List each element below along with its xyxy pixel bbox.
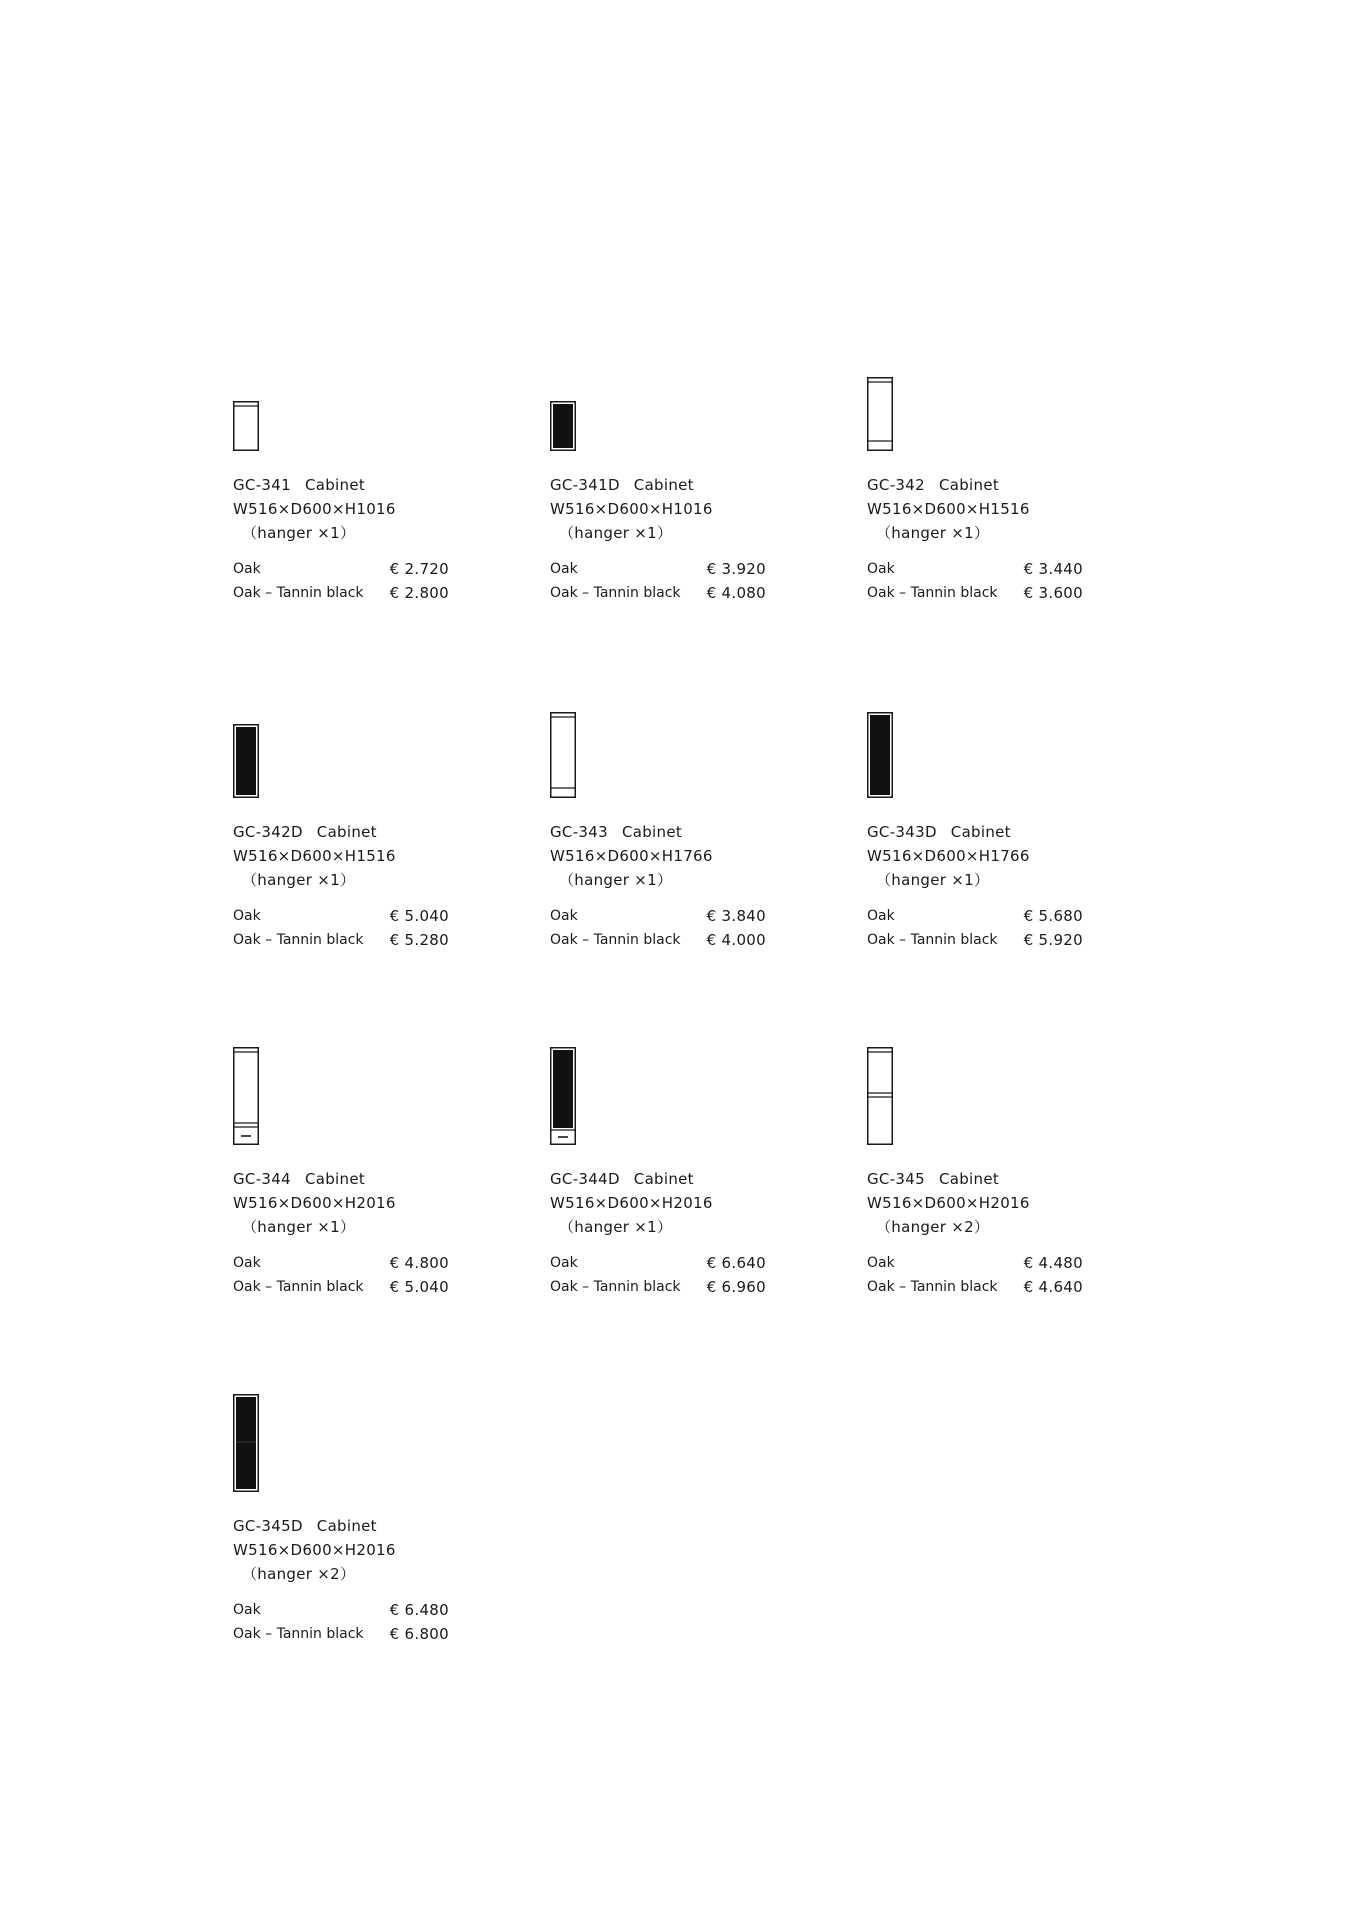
cabinet-icon bbox=[550, 377, 580, 451]
cabinet-icon bbox=[233, 1071, 263, 1145]
finish-label: Oak bbox=[233, 1255, 261, 1271]
price-value: € 6.480 bbox=[389, 1601, 449, 1619]
price-value: € 4.480 bbox=[1023, 1254, 1083, 1272]
price-row bbox=[233, 928, 449, 952]
finish-label: Oak – Tannin black bbox=[233, 1279, 364, 1295]
product-card bbox=[233, 724, 449, 952]
cabinet-icon bbox=[233, 377, 263, 451]
product-hanger: （hanger ×1） bbox=[242, 1218, 356, 1236]
product-dimensions: W516×D600×H2016 bbox=[233, 1541, 396, 1559]
finish-label: Oak – Tannin black bbox=[233, 1626, 364, 1642]
finish-label: Oak bbox=[867, 561, 895, 577]
price-value: € 2.800 bbox=[389, 584, 449, 602]
product-card bbox=[550, 377, 766, 605]
product-title bbox=[867, 820, 1083, 844]
product-hanger: （hanger ×1） bbox=[559, 524, 673, 542]
product-card bbox=[233, 1418, 449, 1646]
product-dimensions: W516×D600×H1516 bbox=[233, 847, 396, 865]
product-dimensions: W516×D600×H2016 bbox=[867, 1194, 1030, 1212]
product-card bbox=[550, 724, 766, 952]
product-title bbox=[550, 820, 766, 844]
cabinet-icon bbox=[233, 1418, 263, 1492]
product-type: Cabinet bbox=[621, 823, 683, 841]
price-row bbox=[867, 928, 1083, 952]
product-type: Cabinet bbox=[304, 476, 366, 494]
price-value: € 3.600 bbox=[1023, 584, 1083, 602]
finish-label: Oak bbox=[550, 908, 578, 924]
price-row bbox=[233, 1598, 449, 1622]
product-hanger: （hanger ×2） bbox=[242, 1565, 356, 1583]
price-row bbox=[550, 581, 766, 605]
price-row bbox=[233, 557, 449, 581]
product-title bbox=[550, 1167, 766, 1191]
finish-label: Oak – Tannin black bbox=[550, 932, 681, 948]
price-row bbox=[233, 581, 449, 605]
product-title bbox=[867, 473, 1083, 497]
price-row bbox=[233, 1275, 449, 1299]
finish-label: Oak bbox=[233, 908, 261, 924]
price-list bbox=[867, 1251, 1083, 1299]
product-title bbox=[233, 1514, 449, 1538]
product-hanger: （hanger ×1） bbox=[559, 1218, 673, 1236]
finish-label: Oak – Tannin black bbox=[550, 585, 681, 601]
product-code: GC-342D bbox=[233, 823, 303, 841]
price-row bbox=[867, 904, 1083, 928]
price-list bbox=[233, 1598, 449, 1646]
product-code: GC-344D bbox=[550, 1170, 620, 1188]
price-row bbox=[550, 928, 766, 952]
price-value: € 6.960 bbox=[706, 1278, 766, 1296]
finish-label: Oak bbox=[867, 908, 895, 924]
price-value: € 3.920 bbox=[706, 560, 766, 578]
price-value: € 4.080 bbox=[706, 584, 766, 602]
price-list bbox=[550, 1251, 766, 1299]
finish-label: Oak bbox=[550, 561, 578, 577]
product-card bbox=[867, 377, 1083, 605]
cabinet-icon bbox=[550, 1071, 580, 1145]
product-dimensions: W516×D600×H1016 bbox=[233, 500, 396, 518]
product-title bbox=[867, 1167, 1083, 1191]
product-code: GC-341 bbox=[233, 476, 291, 494]
product-hanger: （hanger ×1） bbox=[559, 871, 673, 889]
product-dimensions: W516×D600×H2016 bbox=[233, 1194, 396, 1212]
cabinet-icon bbox=[550, 724, 580, 798]
price-value: € 5.040 bbox=[389, 1278, 449, 1296]
price-value: € 6.800 bbox=[389, 1625, 449, 1643]
product-code: GC-344 bbox=[233, 1170, 291, 1188]
price-value: € 5.040 bbox=[389, 907, 449, 925]
finish-label: Oak – Tannin black bbox=[550, 1279, 681, 1295]
price-row bbox=[867, 581, 1083, 605]
product-code: GC-341D bbox=[550, 476, 620, 494]
cabinet-icon bbox=[233, 724, 263, 798]
product-card bbox=[233, 1071, 449, 1299]
price-value: € 4.800 bbox=[389, 1254, 449, 1272]
price-row bbox=[550, 557, 766, 581]
price-row bbox=[233, 1251, 449, 1275]
product-type: Cabinet bbox=[316, 823, 377, 841]
product-type: Cabinet bbox=[950, 823, 1011, 841]
finish-label: Oak bbox=[233, 561, 261, 577]
product-hanger: （hanger ×1） bbox=[242, 524, 356, 542]
product-hanger: （hanger ×1） bbox=[242, 871, 356, 889]
price-list bbox=[233, 1251, 449, 1299]
price-row bbox=[867, 1251, 1083, 1275]
finish-label: Oak – Tannin black bbox=[867, 1279, 998, 1295]
price-row bbox=[233, 1622, 449, 1646]
price-list bbox=[550, 904, 766, 952]
product-dimensions: W516×D600×H1766 bbox=[550, 847, 713, 865]
product-card bbox=[867, 1071, 1083, 1299]
finish-label: Oak bbox=[867, 1255, 895, 1271]
cabinet-icon bbox=[867, 377, 897, 451]
finish-label: Oak – Tannin black bbox=[233, 585, 364, 601]
product-dimensions: W516×D600×H2016 bbox=[550, 1194, 713, 1212]
price-list bbox=[867, 904, 1083, 952]
price-row bbox=[867, 1275, 1083, 1299]
product-hanger: （hanger ×1） bbox=[876, 871, 990, 889]
price-value: € 5.280 bbox=[389, 931, 449, 949]
price-value: € 3.440 bbox=[1023, 560, 1083, 578]
cabinet-icon bbox=[867, 724, 897, 798]
price-list bbox=[233, 557, 449, 605]
product-code: GC-343D bbox=[867, 823, 937, 841]
product-code: GC-345D bbox=[233, 1517, 303, 1535]
product-dimensions: W516×D600×H1016 bbox=[550, 500, 713, 518]
finish-label: Oak – Tannin black bbox=[233, 932, 364, 948]
product-hanger: （hanger ×1） bbox=[876, 524, 990, 542]
product-title bbox=[233, 820, 449, 844]
product-card bbox=[550, 1071, 766, 1299]
price-list bbox=[867, 557, 1083, 605]
price-row bbox=[550, 904, 766, 928]
product-type: Cabinet bbox=[938, 1170, 1000, 1188]
price-list bbox=[233, 904, 449, 952]
product-type: Cabinet bbox=[316, 1517, 377, 1535]
product-code: GC-342 bbox=[867, 476, 925, 494]
product-hanger: （hanger ×2） bbox=[876, 1218, 990, 1236]
price-value: € 4.000 bbox=[706, 931, 766, 949]
product-dimensions: W516×D600×H1516 bbox=[867, 500, 1030, 518]
price-value: € 4.640 bbox=[1023, 1278, 1083, 1296]
product-type: Cabinet bbox=[633, 476, 694, 494]
product-type: Cabinet bbox=[938, 476, 1000, 494]
product-code: GC-345 bbox=[867, 1170, 925, 1188]
price-row bbox=[867, 557, 1083, 581]
product-dimensions: W516×D600×H1766 bbox=[867, 847, 1030, 865]
price-value: € 2.720 bbox=[389, 560, 449, 578]
product-type: Cabinet bbox=[633, 1170, 694, 1188]
product-card bbox=[867, 724, 1083, 952]
product-title bbox=[233, 1167, 449, 1191]
product-code: GC-343 bbox=[550, 823, 608, 841]
price-row bbox=[233, 904, 449, 928]
price-value: € 3.840 bbox=[706, 907, 766, 925]
product-type: Cabinet bbox=[304, 1170, 366, 1188]
price-row bbox=[550, 1275, 766, 1299]
product-title bbox=[550, 473, 766, 497]
finish-label: Oak bbox=[550, 1255, 578, 1271]
price-list bbox=[550, 557, 766, 605]
price-row bbox=[550, 1251, 766, 1275]
cabinet-icon bbox=[867, 1071, 897, 1145]
product-title bbox=[233, 473, 449, 497]
finish-label: Oak – Tannin black bbox=[867, 932, 998, 948]
finish-label: Oak bbox=[233, 1602, 261, 1618]
product-card bbox=[233, 377, 449, 605]
finish-label: Oak – Tannin black bbox=[867, 585, 998, 601]
price-value: € 6.640 bbox=[706, 1254, 766, 1272]
price-value: € 5.920 bbox=[1023, 931, 1083, 949]
price-value: € 5.680 bbox=[1023, 907, 1083, 925]
